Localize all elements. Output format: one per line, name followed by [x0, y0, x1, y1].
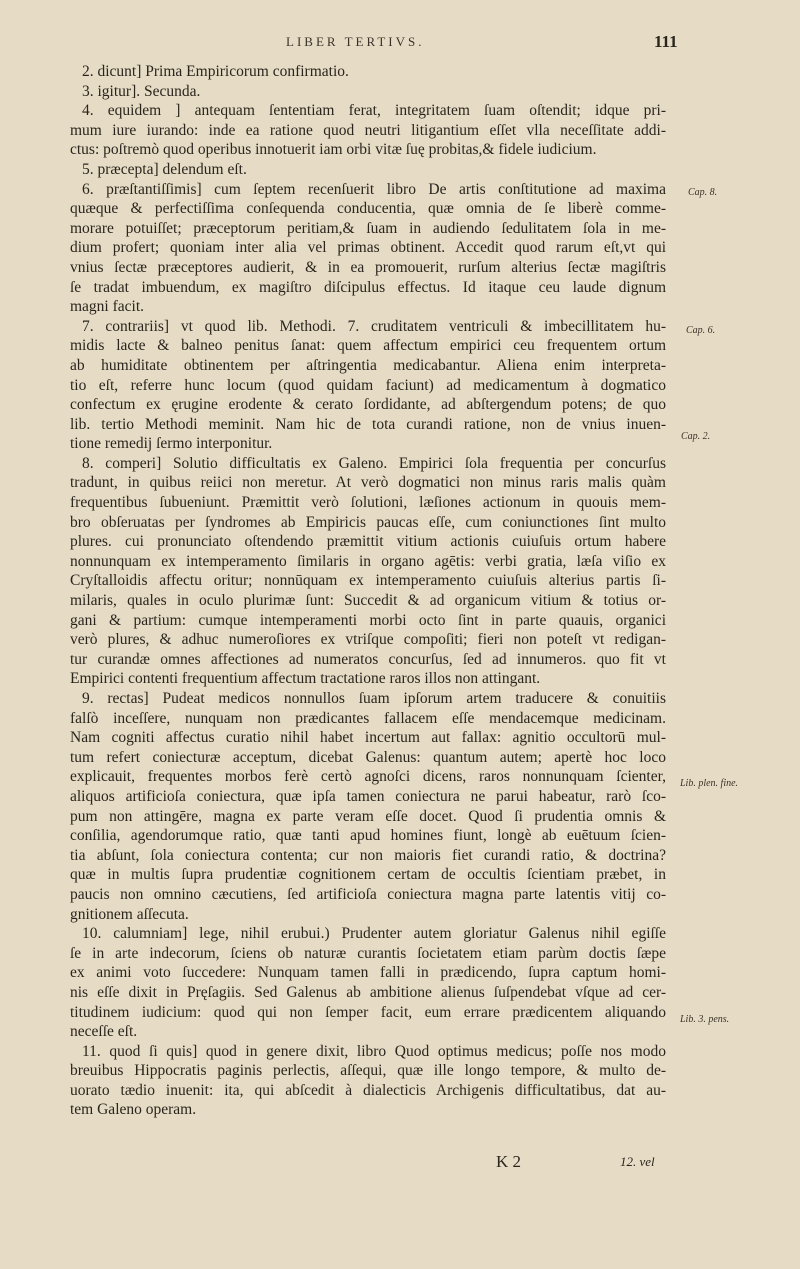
text-line: breuibus Hippocratis paginis perlectis, aſſequi, quæ ille longo tempore, & multo de-: [70, 1062, 666, 1080]
text-line: ab humiditate obtinentem per aſtringentia medicabantur. Aliena enim interpreta-: [70, 356, 666, 374]
text-line: ctus: poſtremò quod operibus innotuerit iam orbi vitæ ſuę probitas,& fidele iudicium.: [70, 141, 597, 159]
text-line: conſilia, agendorumque ratio, quæ tanti apud homines fiunt, longè ab euētuum ſcien-: [70, 827, 666, 845]
running-head-title: LIBER TERTIVS.: [286, 34, 425, 49]
text-line: 11. quod ſi quis] quod in genere dixit, libro Quod optimus medicus; poſſe nos modo: [82, 1042, 666, 1060]
text-line: tur curandæ omnes affectiones ad numeratos concurſus, ſed ad innumeros. quo fit vt: [70, 650, 666, 668]
text-line: uorato tædio inuenit: ita, qui abſcedit à dialecticis Archigenis difficultatibus, dat au-: [70, 1081, 666, 1099]
margin-note: Cap. 8.: [688, 187, 718, 198]
catchword: 12. vel: [620, 1154, 655, 1169]
text-line: Nam cogniti affectus curatio nihil habet incertum aut fallax: agnitio occultorū mul-: [70, 729, 666, 747]
text-line: gnitionem aſſecuta.: [70, 905, 189, 923]
text-line: tio eſt, referre hunc locum (quod quidam faciunt) ad medicamentum à dogmatico: [70, 376, 666, 394]
text-line: dium profert; quoniam inter alia vel primas obtinent. Accedit quod rarum eſt,vt qui: [70, 239, 666, 257]
margin-note: Lib. 3. pens.: [680, 1014, 730, 1025]
text-line: ex animi voto ſuccedere: Nunquam tamen falli in prædicendo, ſupra captum homi-: [70, 964, 666, 982]
text-line: ſe in arte indecorum, ſciens ob naturæ curantis ſocietatem etiam parùm doctis ſæpe: [70, 944, 666, 962]
text-line: midis lacte & balneo penitus ſanat: quem affectum empirici ceu frequentem ortum: [70, 337, 666, 355]
text-line: tione remedij ſermo interponitur.: [70, 435, 273, 453]
text-line: gani & partium: cumque intemperamenti morbi octo ſint in parte quauis, organici: [70, 611, 666, 629]
text-line: ſe tradat imbuendum, ex magiſtro diſcipulus effectus. Id itaque ceu laude dignum: [70, 278, 666, 296]
page-footer: [0, 1152, 800, 1176]
text-line: pum non attingēre, magna ex parte veram eſſe docet. Quod ſi prudentia omnis &: [70, 807, 666, 825]
text-line: Empirici contenti frequentium affectum tractatione raros illos non attingant.: [70, 670, 541, 688]
running-head: [0, 34, 800, 58]
text-line: lib. tertio Methodi meminit. Nam hic de tota curandi ratione, non de vnius inuen-: [70, 415, 666, 433]
text-line: 7. contrariis] vt quod lib. Methodi. 7. cruditatem ventriculi & imbecillitatem hu-: [82, 317, 666, 335]
text-line: nonnunquam ex intemperamento ſimilaris in organo agētis: verbi gratia, læſa viſio ex: [70, 552, 666, 570]
text-line: paucis non omnino cæcutiens, ſed artificioſa coniectura magna parte latentis vitij co-: [70, 885, 666, 903]
text-line: 9. rectas] Pudeat medicos nonnullos ſuam ipſorum artem traducere & conuitiis: [82, 690, 666, 707]
text-line: plures. cui pronunciato oſtendendo præmittit vitium actionis cuiuſuis ortum habere: [70, 533, 666, 551]
text-line: explicauit, frequentes morbos ferè certò agnoſci dicens, raros nonnunquam ſcienter,: [70, 768, 666, 786]
text-line: neceſſe eſt.: [70, 1023, 138, 1041]
body-text: [70, 62, 666, 1120]
margin-note: Cap. 2.: [681, 431, 711, 442]
text-line: tum refert coniecturæ acceptum, dicebat Galenus: quantum autem; apertè hoc loco: [70, 748, 666, 766]
page-number: 111: [654, 32, 678, 51]
text-line: 3. igitur]. Secunda.: [82, 82, 201, 100]
text-line: 6. præſtantiſſimis] cum ſeptem recenſuerit libro De artis conſtitutione ad maxima: [82, 180, 666, 198]
text-line: quæ in multis ſupra prudentiæ cognitionem certam de occultis ſcientiam præbet, in: [70, 866, 666, 884]
text-line: verò plures, & adhuc numeroſiores ex vtriſque compoſiti; fieri non poteſt vt redigan-: [70, 631, 666, 649]
margin-note: Lib. plen. fine.: [680, 778, 739, 789]
text-line: vnius ſectæ præceptores audierit, & in ea promouerit, rurſum alterius ſectæ magiſtris: [70, 258, 666, 276]
text-line: Cryſtalloidis affectu oritur; nonnūquam ex intemperamento cuiuſuis alterius partis ſi-: [70, 572, 666, 590]
text-line: bro obſeruatas per ſyndromes ab Empiricis paucas eſſe, cum coniunctiones ſint multo: [70, 513, 666, 531]
signature-mark: K 2: [496, 1152, 522, 1171]
text-line: 8. comperi] Solutio difficultatis ex Galeno. Empirici ſola frequentia per concurſus: [82, 454, 666, 472]
text-line: confectum ex ęrugine erodente & cerato ſordidante, ad abſtergendum potens; de quo: [70, 396, 666, 414]
text-line: frequentibus ſubueniunt. Præmittit verò ſolutioni, læſiones actionum in quouis mem-: [70, 494, 666, 512]
margin-note: Cap. 6.: [686, 325, 716, 336]
text-line: milaris, quales in oculo plurimæ ſunt: Succedit & ad organicum vitium & totius or-: [70, 592, 666, 610]
text-line: 10. calumniam] lege, nihil erubui.) Prudenter autem gloriatur Galenus nihil egiſſe: [82, 925, 666, 943]
text-line: falſò inceſſere, nunquam non prædicantes fallacem eſſe mendacemque medicinam.: [70, 709, 666, 727]
text-line: tradunt, in quibus reiici non meretur. At verò dogmatici non minus raris malis quàm: [70, 474, 666, 492]
text-line: nis eſſe dixit in Pręſagiis. Sed Galenus ab ambitione alienus ſuſpendebat vſque ad cer-: [70, 983, 666, 1001]
text-line: titudinem iudicium: quod qui non ſemper facit, eum errare prædicentem aliquando: [70, 1003, 666, 1021]
text-line: tia abſunt, ſola coniectura contenta; cur non maioris fiet curandi ratio, & doctrina?: [70, 846, 666, 864]
text-line: aliquos artificioſa coniectura, quæ ipſa tamen coniectura ne parui habeatur, rarò ſco-: [70, 787, 666, 805]
text-line: magni facit.: [70, 298, 145, 316]
text-line: 5. præcepta] delendum eſt.: [82, 160, 247, 178]
text-line: 2. dicunt] Prima Empiricorum confirmatio.: [82, 63, 349, 80]
text-line: mum iure iurando: inde ea ratione quod neutri litigantium eſſet vlla neceſſitate addi-: [70, 121, 666, 139]
text-line: morare potuiſſet; præceptorum peritiam,& ſuam in audiendo ſedulitatem ſola in me-: [70, 219, 666, 237]
text-line: quæque & perfectiſſima conſequenda conducentia, quæ omnia de ſe liberè comme-: [70, 200, 666, 218]
text-line: tem Galeno operam.: [70, 1101, 197, 1119]
text-line: 4. equidem ] antequam ſententiam ferat, integritatem ſuam oſtendit; idque pri-: [82, 102, 666, 120]
